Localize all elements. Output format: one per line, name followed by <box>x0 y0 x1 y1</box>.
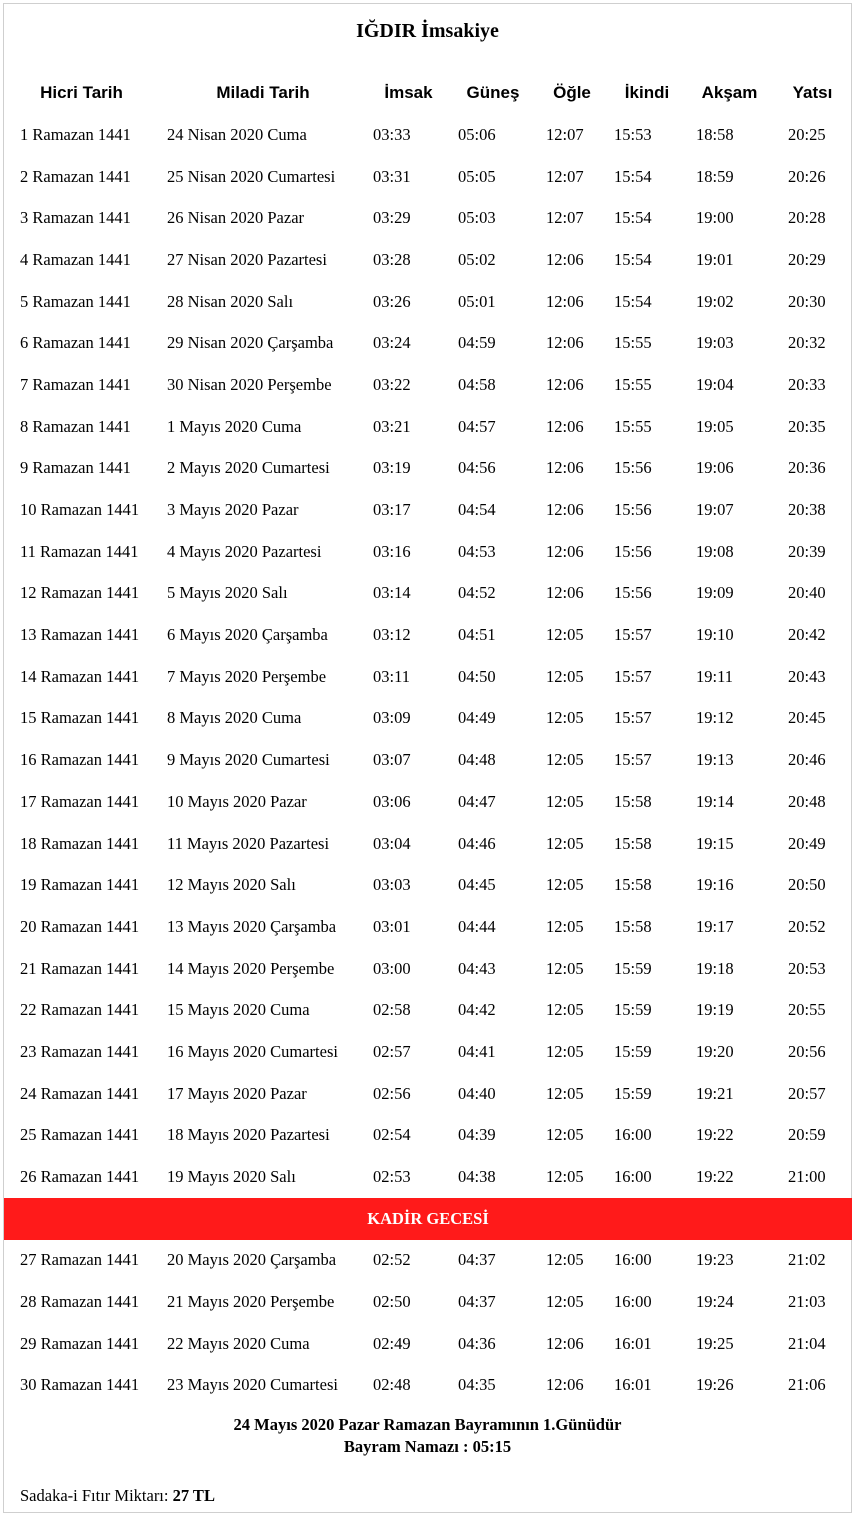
table-cell: 20 Mayıs 2020 Çarşamba <box>167 1250 337 1270</box>
table-cell: 04:50 <box>458 666 496 686</box>
table-cell: 04:59 <box>458 333 496 353</box>
table-cell: 12 Mayıs 2020 Salı <box>167 875 296 895</box>
table-cell: 20:43 <box>788 666 826 686</box>
table-cell: 6 Mayıs 2020 Çarşamba <box>167 625 328 645</box>
table-cell: 20:55 <box>788 1000 826 1020</box>
table-cell: 15:59 <box>614 1041 652 1061</box>
table-row <box>4 114 852 156</box>
table-cell: 03:01 <box>373 916 411 936</box>
table-cell: 19:09 <box>696 583 734 603</box>
column-header-gunes: Güneş <box>466 83 520 102</box>
table-cell: 12:05 <box>546 1292 584 1312</box>
table-cell: 12:05 <box>546 916 584 936</box>
table-cell: 03:19 <box>373 458 411 478</box>
table-cell: 04:56 <box>458 458 496 478</box>
table-cell: 15 Mayıs 2020 Cuma <box>167 1000 310 1020</box>
table-cell: 04:49 <box>458 708 496 728</box>
table-cell: 12:06 <box>546 1375 584 1395</box>
table-cell: 03:16 <box>373 541 411 561</box>
table-cell: 05:03 <box>458 208 496 228</box>
table-row <box>4 1156 852 1198</box>
table-cell: 15:57 <box>614 625 652 645</box>
table-cell: 19:22 <box>696 1167 734 1187</box>
table-cell: 21 Ramazan 1441 <box>20 958 140 978</box>
table-cell: 20:45 <box>788 708 826 728</box>
table-row <box>4 1281 852 1323</box>
table-cell: 03:22 <box>373 374 411 394</box>
table-cell: 7 Ramazan 1441 <box>20 374 131 394</box>
table-cell: 18:58 <box>696 124 734 144</box>
table-cell: 03:17 <box>373 500 411 520</box>
kadir-gecesi-banner: KADİR GECESİ <box>4 1198 852 1240</box>
table-cell: 03:03 <box>373 875 411 895</box>
table-cell: 20 Ramazan 1441 <box>20 916 140 936</box>
table-cell: 19:02 <box>696 291 734 311</box>
kadir-gecesi-row <box>4 1198 852 1240</box>
table-cell: 12:05 <box>546 625 584 645</box>
table-cell: 12:06 <box>546 333 584 353</box>
table-cell: 24 Ramazan 1441 <box>20 1083 140 1103</box>
table-cell: 1 Ramazan 1441 <box>20 124 131 144</box>
table-cell: 15:54 <box>614 166 652 186</box>
table-cell: 03:24 <box>373 333 411 353</box>
table-cell: 04:53 <box>458 541 496 561</box>
table-cell: 12:07 <box>546 208 584 228</box>
table-cell: 28 Ramazan 1441 <box>20 1292 140 1312</box>
table-cell: 1 Mayıs 2020 Cuma <box>167 416 302 436</box>
table-cell: 15:55 <box>614 333 652 353</box>
imsakiye-table <box>4 72 852 1406</box>
table-cell: 24 Nisan 2020 Cuma <box>167 124 307 144</box>
table-cell: 02:57 <box>373 1041 411 1061</box>
table-cell: 4 Mayıs 2020 Pazartesi <box>167 541 322 561</box>
table-cell: 13 Ramazan 1441 <box>20 625 140 645</box>
table-cell: 04:52 <box>458 583 496 603</box>
table-cell: 04:44 <box>458 916 496 936</box>
table-cell: 02:56 <box>373 1083 411 1103</box>
table-cell: 9 Mayıs 2020 Cumartesi <box>167 750 330 770</box>
table-cell: 25 Ramazan 1441 <box>20 1125 140 1145</box>
table-cell: 04:54 <box>458 500 496 520</box>
table-cell: 12:06 <box>546 249 584 269</box>
table-cell: 6 Ramazan 1441 <box>20 333 131 353</box>
table-cell: 04:36 <box>458 1333 496 1353</box>
table-cell: 20:52 <box>788 916 826 936</box>
table-row <box>4 989 852 1031</box>
table-cell: 3 Ramazan 1441 <box>20 208 131 228</box>
table-cell: 19:24 <box>696 1292 734 1312</box>
table-cell: 03:31 <box>373 166 411 186</box>
table-cell: 04:37 <box>458 1292 496 1312</box>
table-cell: 19:04 <box>696 374 734 394</box>
kadir-gecesi-section <box>4 1198 852 1240</box>
table-cell: 03:14 <box>373 583 411 603</box>
table-cell: 2 Mayıs 2020 Cumartesi <box>167 458 330 478</box>
table-cell: 12:06 <box>546 1333 584 1353</box>
bayram-namazi-line: Bayram Namazı : 05:15 <box>343 1437 512 1456</box>
table-cell: 28 Nisan 2020 Salı <box>167 291 294 311</box>
table-cell: 12:06 <box>546 500 584 520</box>
table-cell: 22 Ramazan 1441 <box>20 1000 140 1020</box>
table-body-before-kadir <box>4 114 852 1198</box>
table-cell: 7 Mayıs 2020 Perşembe <box>167 666 327 686</box>
table-cell: 5 Mayıs 2020 Salı <box>167 583 288 603</box>
table-cell: 12:05 <box>546 833 584 853</box>
table-cell: 16 Ramazan 1441 <box>20 750 140 770</box>
table-cell: 12:05 <box>546 1041 584 1061</box>
table-cell: 12:06 <box>546 374 584 394</box>
table-cell: 19:03 <box>696 333 734 353</box>
table-cell: 10 Mayıs 2020 Pazar <box>167 791 307 811</box>
table-cell: 19 Ramazan 1441 <box>20 875 140 895</box>
table-cell: 03:04 <box>373 833 411 853</box>
table-cell: 19:05 <box>696 416 734 436</box>
table-cell: 03:29 <box>373 208 411 228</box>
table-cell: 19:06 <box>696 458 734 478</box>
column-header-miladi-tarih: Miladi Tarih <box>216 83 310 102</box>
table-cell: 12 Ramazan 1441 <box>20 583 140 603</box>
table-cell: 20:40 <box>788 583 826 603</box>
table-cell: 20:56 <box>788 1041 826 1061</box>
page-title: IĞDIR İmsakiye <box>356 20 499 42</box>
table-row <box>4 948 852 990</box>
table-cell: 04:40 <box>458 1083 496 1103</box>
table-cell: 16:00 <box>614 1125 652 1145</box>
table-cell: 26 Ramazan 1441 <box>20 1167 140 1187</box>
fitr-amount <box>20 1486 215 1506</box>
table-cell: 12:07 <box>546 124 584 144</box>
table-cell: 03:06 <box>373 791 411 811</box>
table-cell: 12:05 <box>546 791 584 811</box>
table-cell: 12:05 <box>546 708 584 728</box>
table-cell: 19:18 <box>696 958 734 978</box>
table-cell: 20:30 <box>788 291 826 311</box>
table-cell: 27 Nisan 2020 Pazartesi <box>167 249 327 269</box>
table-cell: 21 Mayıs 2020 Perşembe <box>167 1292 335 1312</box>
table-row <box>4 156 852 198</box>
table-cell: 22 Mayıs 2020 Cuma <box>167 1333 310 1353</box>
table-row <box>4 656 852 698</box>
table-cell: 02:58 <box>373 1000 411 1020</box>
table-cell: 19 Mayıs 2020 Salı <box>167 1167 296 1187</box>
table-cell: 14 Ramazan 1441 <box>20 666 140 686</box>
table-cell: 20:28 <box>788 208 826 228</box>
table-row <box>4 906 852 948</box>
table-row <box>4 239 852 281</box>
table-cell: 05:02 <box>458 249 496 269</box>
table-cell: 19:11 <box>696 666 733 686</box>
table-cell: 02:52 <box>373 1250 411 1270</box>
table-cell: 04:38 <box>458 1167 496 1187</box>
table-cell: 15:56 <box>614 458 652 478</box>
table-row <box>4 531 852 573</box>
table-cell: 15:58 <box>614 791 652 811</box>
bayram-info <box>4 1414 851 1458</box>
table-cell: 23 Mayıs 2020 Cumartesi <box>167 1375 338 1395</box>
table-cell: 15:57 <box>614 666 652 686</box>
table-cell: 15:58 <box>614 833 652 853</box>
table-cell: 02:49 <box>373 1333 411 1353</box>
imsakiye-page <box>3 3 852 1513</box>
table-cell: 12:07 <box>546 166 584 186</box>
fitr-label: Sadaka-i Fıtır Miktarı: <box>20 1486 169 1505</box>
table-cell: 04:37 <box>458 1250 496 1270</box>
table-cell: 15:54 <box>614 249 652 269</box>
table-cell: 04:43 <box>458 958 496 978</box>
table-row <box>4 406 852 448</box>
table-cell: 29 Nisan 2020 Çarşamba <box>167 333 334 353</box>
table-cell: 20:49 <box>788 833 826 853</box>
table-cell: 19:08 <box>696 541 734 561</box>
table-cell: 23 Ramazan 1441 <box>20 1041 140 1061</box>
table-cell: 15:58 <box>614 875 652 895</box>
table-cell: 19:23 <box>696 1250 734 1270</box>
table-cell: 16:01 <box>614 1375 652 1395</box>
table-cell: 20:26 <box>788 166 826 186</box>
table-cell: 11 Ramazan 1441 <box>20 541 139 561</box>
table-cell: 20:25 <box>788 124 826 144</box>
table-cell: 20:57 <box>788 1083 826 1103</box>
table-cell: 11 Mayıs 2020 Pazartesi <box>167 833 330 853</box>
table-row <box>4 281 852 323</box>
table-cell: 2 Ramazan 1441 <box>20 166 131 186</box>
table-cell: 15 Ramazan 1441 <box>20 708 140 728</box>
table-cell: 12:06 <box>546 458 584 478</box>
table-cell: 19:10 <box>696 625 734 645</box>
table-cell: 17 Mayıs 2020 Pazar <box>167 1083 307 1103</box>
table-cell: 27 Ramazan 1441 <box>20 1250 140 1270</box>
table-cell: 4 Ramazan 1441 <box>20 249 131 269</box>
table-cell: 15:53 <box>614 124 652 144</box>
table-cell: 19:19 <box>696 1000 734 1020</box>
table-cell: 03:09 <box>373 708 411 728</box>
table-cell: 04:58 <box>458 374 496 394</box>
table-cell: 19:13 <box>696 750 734 770</box>
table-cell: 04:42 <box>458 1000 496 1020</box>
table-cell: 04:35 <box>458 1375 496 1395</box>
table-cell: 15:59 <box>614 1083 652 1103</box>
table-cell: 8 Ramazan 1441 <box>20 416 131 436</box>
table-cell: 12:05 <box>546 666 584 686</box>
table-cell: 20:29 <box>788 249 826 269</box>
table-cell: 21:06 <box>788 1375 826 1395</box>
table-cell: 03:33 <box>373 124 411 144</box>
table-cell: 18 Ramazan 1441 <box>20 833 140 853</box>
table-body-after-kadir <box>4 1240 852 1407</box>
table-row <box>4 448 852 490</box>
table-row <box>4 781 852 823</box>
table-header-row <box>4 72 852 114</box>
table-cell: 20:33 <box>788 374 826 394</box>
column-header-ogle: Öğle <box>553 83 591 102</box>
table-cell: 16:01 <box>614 1333 652 1353</box>
table-row <box>4 864 852 906</box>
table-cell: 02:53 <box>373 1167 411 1187</box>
table-cell: 15:55 <box>614 416 652 436</box>
table-cell: 19:07 <box>696 500 734 520</box>
table-cell: 18 Mayıs 2020 Pazartesi <box>167 1125 330 1145</box>
table-cell: 5 Ramazan 1441 <box>20 291 131 311</box>
table-cell: 15:57 <box>614 708 652 728</box>
table-cell: 04:57 <box>458 416 496 436</box>
table-cell: 19:25 <box>696 1333 734 1353</box>
table-cell: 20:50 <box>788 875 826 895</box>
table-cell: 05:06 <box>458 124 496 144</box>
table-cell: 21:03 <box>788 1292 826 1312</box>
table-row <box>4 573 852 615</box>
table-cell: 02:48 <box>373 1375 411 1395</box>
table-cell: 04:45 <box>458 875 496 895</box>
table-cell: 15:56 <box>614 583 652 603</box>
table-row <box>4 1365 852 1407</box>
table-cell: 20:32 <box>788 333 826 353</box>
table-cell: 04:46 <box>458 833 496 853</box>
table-cell: 17 Ramazan 1441 <box>20 791 140 811</box>
table-row <box>4 197 852 239</box>
table-cell: 12:06 <box>546 583 584 603</box>
table-cell: 04:39 <box>458 1125 496 1145</box>
table-row <box>4 1323 852 1365</box>
table-row <box>4 614 852 656</box>
table-cell: 19:20 <box>696 1041 734 1061</box>
table-cell: 12:05 <box>546 958 584 978</box>
table-cell: 03:26 <box>373 291 411 311</box>
table-cell: 12:05 <box>546 1250 584 1270</box>
table-row <box>4 739 852 781</box>
table-cell: 20:59 <box>788 1125 826 1145</box>
table-cell: 12:05 <box>546 1083 584 1103</box>
column-header-aksam: Akşam <box>701 83 758 102</box>
table-cell: 19:26 <box>696 1375 734 1395</box>
table-cell: 02:54 <box>373 1125 411 1145</box>
table-row <box>4 1240 852 1282</box>
table-row <box>4 1115 852 1157</box>
table-cell: 16 Mayıs 2020 Cumartesi <box>167 1041 338 1061</box>
table-cell: 12:05 <box>546 875 584 895</box>
table-row <box>4 823 852 865</box>
table-cell: 21:00 <box>788 1167 826 1187</box>
table-cell: 30 Ramazan 1441 <box>20 1375 140 1395</box>
table-cell: 29 Ramazan 1441 <box>20 1333 140 1353</box>
fitr-value: 27 TL <box>172 1486 215 1505</box>
table-cell: 21:04 <box>788 1333 826 1353</box>
table-cell: 19:21 <box>696 1083 734 1103</box>
bayram-date-line: 24 Mayıs 2020 Pazar Ramazan Bayramının 1.Günüdür <box>233 1415 622 1434</box>
table-row <box>4 322 852 364</box>
table-row <box>4 489 852 531</box>
column-header-imsak: İmsak <box>384 83 433 102</box>
table-cell: 12:06 <box>546 291 584 311</box>
table-cell: 19:12 <box>696 708 734 728</box>
table-cell: 20:35 <box>788 416 826 436</box>
table-row <box>4 1031 852 1073</box>
table-cell: 20:46 <box>788 750 826 770</box>
table-cell: 15:55 <box>614 374 652 394</box>
table-cell: 15:59 <box>614 1000 652 1020</box>
table-cell: 18:59 <box>696 166 734 186</box>
table-cell: 12:05 <box>546 750 584 770</box>
table-cell: 16:00 <box>614 1250 652 1270</box>
table-cell: 12:06 <box>546 541 584 561</box>
table-cell: 03:11 <box>373 666 410 686</box>
table-cell: 04:41 <box>458 1041 496 1061</box>
table-cell: 20:48 <box>788 791 826 811</box>
table-cell: 16:00 <box>614 1167 652 1187</box>
table-cell: 15:56 <box>614 500 652 520</box>
column-header-ikindi: İkindi <box>624 83 670 102</box>
table-cell: 04:48 <box>458 750 496 770</box>
table-row <box>4 1073 852 1115</box>
table-cell: 12:05 <box>546 1167 584 1187</box>
table-cell: 19:17 <box>696 916 734 936</box>
table-cell: 9 Ramazan 1441 <box>20 458 131 478</box>
table-cell: 15:59 <box>614 958 652 978</box>
table-cell: 20:36 <box>788 458 826 478</box>
table-cell: 10 Ramazan 1441 <box>20 500 140 520</box>
table-cell: 04:51 <box>458 625 496 645</box>
table-cell: 20:39 <box>788 541 826 561</box>
table-cell: 03:07 <box>373 750 411 770</box>
table-cell: 05:01 <box>458 291 496 311</box>
table-cell: 15:56 <box>614 541 652 561</box>
table-cell: 19:15 <box>696 833 734 853</box>
table-cell: 04:47 <box>458 791 496 811</box>
table-cell: 03:00 <box>373 958 411 978</box>
table-cell: 19:01 <box>696 249 734 269</box>
table-cell: 12:06 <box>546 416 584 436</box>
table-row <box>4 698 852 740</box>
table-cell: 15:58 <box>614 916 652 936</box>
table-cell: 03:28 <box>373 249 411 269</box>
table-cell: 19:00 <box>696 208 734 228</box>
table-cell: 19:16 <box>696 875 734 895</box>
table-cell: 8 Mayıs 2020 Cuma <box>167 708 302 728</box>
column-header-yatsi: Yatsı <box>792 83 833 102</box>
table-cell: 12:05 <box>546 1000 584 1020</box>
table-cell: 25 Nisan 2020 Cumartesi <box>167 166 336 186</box>
table-cell: 14 Mayıs 2020 Perşembe <box>167 958 335 978</box>
table-cell: 13 Mayıs 2020 Çarşamba <box>167 916 337 936</box>
table-cell: 15:54 <box>614 208 652 228</box>
table-cell: 15:54 <box>614 291 652 311</box>
table-cell: 02:50 <box>373 1292 411 1312</box>
table-cell: 16:00 <box>614 1292 652 1312</box>
table-cell: 05:05 <box>458 166 496 186</box>
table-cell: 03:21 <box>373 416 411 436</box>
table-cell: 20:38 <box>788 500 826 520</box>
table-cell: 21:02 <box>788 1250 826 1270</box>
table-cell: 19:22 <box>696 1125 734 1145</box>
table-cell: 26 Nisan 2020 Pazar <box>167 208 305 228</box>
table-cell: 3 Mayıs 2020 Pazar <box>167 500 299 520</box>
table-cell: 15:57 <box>614 750 652 770</box>
table-cell: 03:12 <box>373 625 411 645</box>
table-cell: 20:42 <box>788 625 826 645</box>
table-row <box>4 364 852 406</box>
column-header-hicri-tarih: Hicri Tarih <box>40 83 123 102</box>
table-cell: 19:14 <box>696 791 734 811</box>
table-cell: 12:05 <box>546 1125 584 1145</box>
table-cell: 30 Nisan 2020 Perşembe <box>167 374 332 394</box>
table-cell: 20:53 <box>788 958 826 978</box>
